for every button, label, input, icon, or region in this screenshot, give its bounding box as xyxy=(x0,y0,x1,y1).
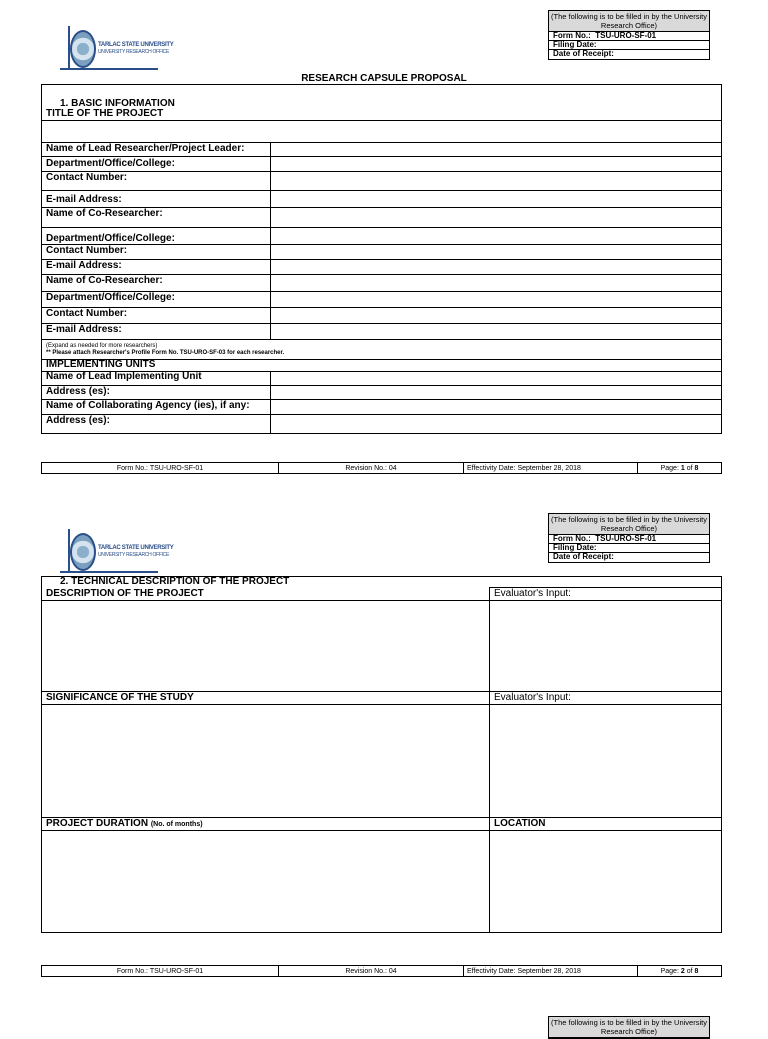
researcher-notes xyxy=(42,340,722,360)
significance-field[interactable] xyxy=(42,705,490,818)
field-label: Contact Number: xyxy=(42,172,271,191)
office-use-box xyxy=(548,10,710,60)
evaluator-input-field[interactable] xyxy=(490,705,722,818)
office-note: (The following is to be filled in by the University Research Office) xyxy=(549,1017,709,1038)
field-input[interactable] xyxy=(271,191,722,208)
footer-page: Page: 1 of 8 xyxy=(660,465,699,472)
footer-page: Page: 2 of 8 xyxy=(660,968,699,975)
office-use-box xyxy=(548,513,710,563)
section-1-heading: 1. BASIC INFORMATION xyxy=(42,85,722,109)
duration-label: PROJECT DURATION (No. of months) xyxy=(42,818,490,831)
field-input[interactable] xyxy=(271,157,722,172)
field-label: Name of Co-Researcher: xyxy=(42,275,271,292)
field-input[interactable] xyxy=(271,372,722,386)
field-input[interactable] xyxy=(271,324,722,340)
field-input[interactable] xyxy=(271,308,722,324)
project-title-field[interactable] xyxy=(42,121,722,143)
footer-effectivity: Effectivity Date: September 28, 2018 xyxy=(464,966,638,976)
expand-note: (Expand as needed for more researchers) xyxy=(46,343,158,349)
document-title: RESEARCH CAPSULE PROPOSAL xyxy=(301,73,467,84)
evaluator-input-label: Evaluator's Input: xyxy=(490,692,722,705)
field-label: Name of Lead Implementing Unit xyxy=(42,372,271,386)
field-input[interactable] xyxy=(271,172,722,191)
footer-form-no: Form No.: TSU-URO-SF-01 xyxy=(42,463,279,473)
evaluator-input-field[interactable] xyxy=(490,601,722,692)
field-input[interactable] xyxy=(271,245,722,260)
field-label: E-mail Address: xyxy=(42,324,271,340)
field-input[interactable] xyxy=(271,400,722,415)
field-label: E-mail Address: xyxy=(42,191,271,208)
field-label: Department/Office/College: xyxy=(42,157,271,172)
university-logo: TARLAC STATE UNIVERSITY UNIVERSITY RESEARCH OFFICE xyxy=(60,533,160,573)
field-label: Department/Office/College: xyxy=(42,228,271,245)
field-label: Name of Lead Researcher/Project Leader: xyxy=(42,143,271,157)
duration-field[interactable] xyxy=(42,831,490,933)
technical-description-table xyxy=(41,576,722,933)
attach-note: ** Please attach Researcher's Profile Form No. TSU-URO-SF-03 for each researcher. xyxy=(46,350,285,356)
field-label: Contact Number: xyxy=(42,245,271,260)
office-use-box xyxy=(548,1016,710,1039)
seal-icon xyxy=(70,533,96,571)
footer-revision: Revision No.: 04 xyxy=(279,463,464,473)
receipt-date-row: Date of Receipt: xyxy=(553,49,614,58)
footer-revision: Revision No.: 04 xyxy=(279,966,464,976)
form-no-row: Form No.: TSU-URO-SF-01 xyxy=(549,535,709,544)
filing-date-row: Filing Date: xyxy=(549,41,709,50)
location-label: LOCATION xyxy=(490,818,722,831)
field-label: Address (es): xyxy=(42,386,271,400)
form-no-row: Form No.: TSU-URO-SF-01 xyxy=(549,32,709,41)
field-label: Address (es): xyxy=(42,415,271,434)
field-input[interactable] xyxy=(271,260,722,275)
page-footer xyxy=(41,965,722,977)
field-input[interactable] xyxy=(271,228,722,245)
field-input[interactable] xyxy=(271,275,722,292)
location-field[interactable] xyxy=(490,831,722,933)
field-label: E-mail Address: xyxy=(42,260,271,275)
significance-label: SIGNIFICANCE OF THE STUDY xyxy=(42,692,490,705)
field-input[interactable] xyxy=(271,415,722,434)
description-field[interactable] xyxy=(42,601,490,692)
university-logo: TARLAC STATE UNIVERSITY UNIVERSITY RESEARCH OFFICE xyxy=(60,30,160,70)
office-note: (The following is to be filled in by the University Research Office) xyxy=(549,11,709,32)
field-input[interactable] xyxy=(271,292,722,308)
page-footer xyxy=(41,462,722,474)
description-label: DESCRIPTION OF THE PROJECT xyxy=(42,588,490,601)
footer-form-no: Form No.: TSU-URO-SF-01 xyxy=(42,966,279,976)
basic-info-table xyxy=(41,84,722,434)
field-input[interactable] xyxy=(271,143,722,157)
filing-date-row: Filing Date: xyxy=(549,544,709,553)
field-label: Department/Office/College: xyxy=(42,292,271,308)
section-2-heading: 2. TECHNICAL DESCRIPTION OF THE PROJECT xyxy=(42,577,722,588)
project-title-label: TITLE OF THE PROJECT xyxy=(42,109,722,121)
field-label: Contact Number: xyxy=(42,308,271,324)
field-label: Name of Co-Researcher: xyxy=(42,208,271,228)
evaluator-input-label: Evaluator's Input: xyxy=(490,588,722,601)
seal-icon xyxy=(70,30,96,68)
field-input[interactable] xyxy=(271,208,722,228)
field-label: Name of Collaborating Agency (ies), if any: xyxy=(42,400,271,415)
implementing-units-heading: IMPLEMENTING UNITS xyxy=(42,360,722,372)
field-input[interactable] xyxy=(271,386,722,400)
office-note: (The following is to be filled in by the University Research Office) xyxy=(549,514,709,535)
footer-effectivity: Effectivity Date: September 28, 2018 xyxy=(464,463,638,473)
receipt-date-row: Date of Receipt: xyxy=(553,552,614,561)
